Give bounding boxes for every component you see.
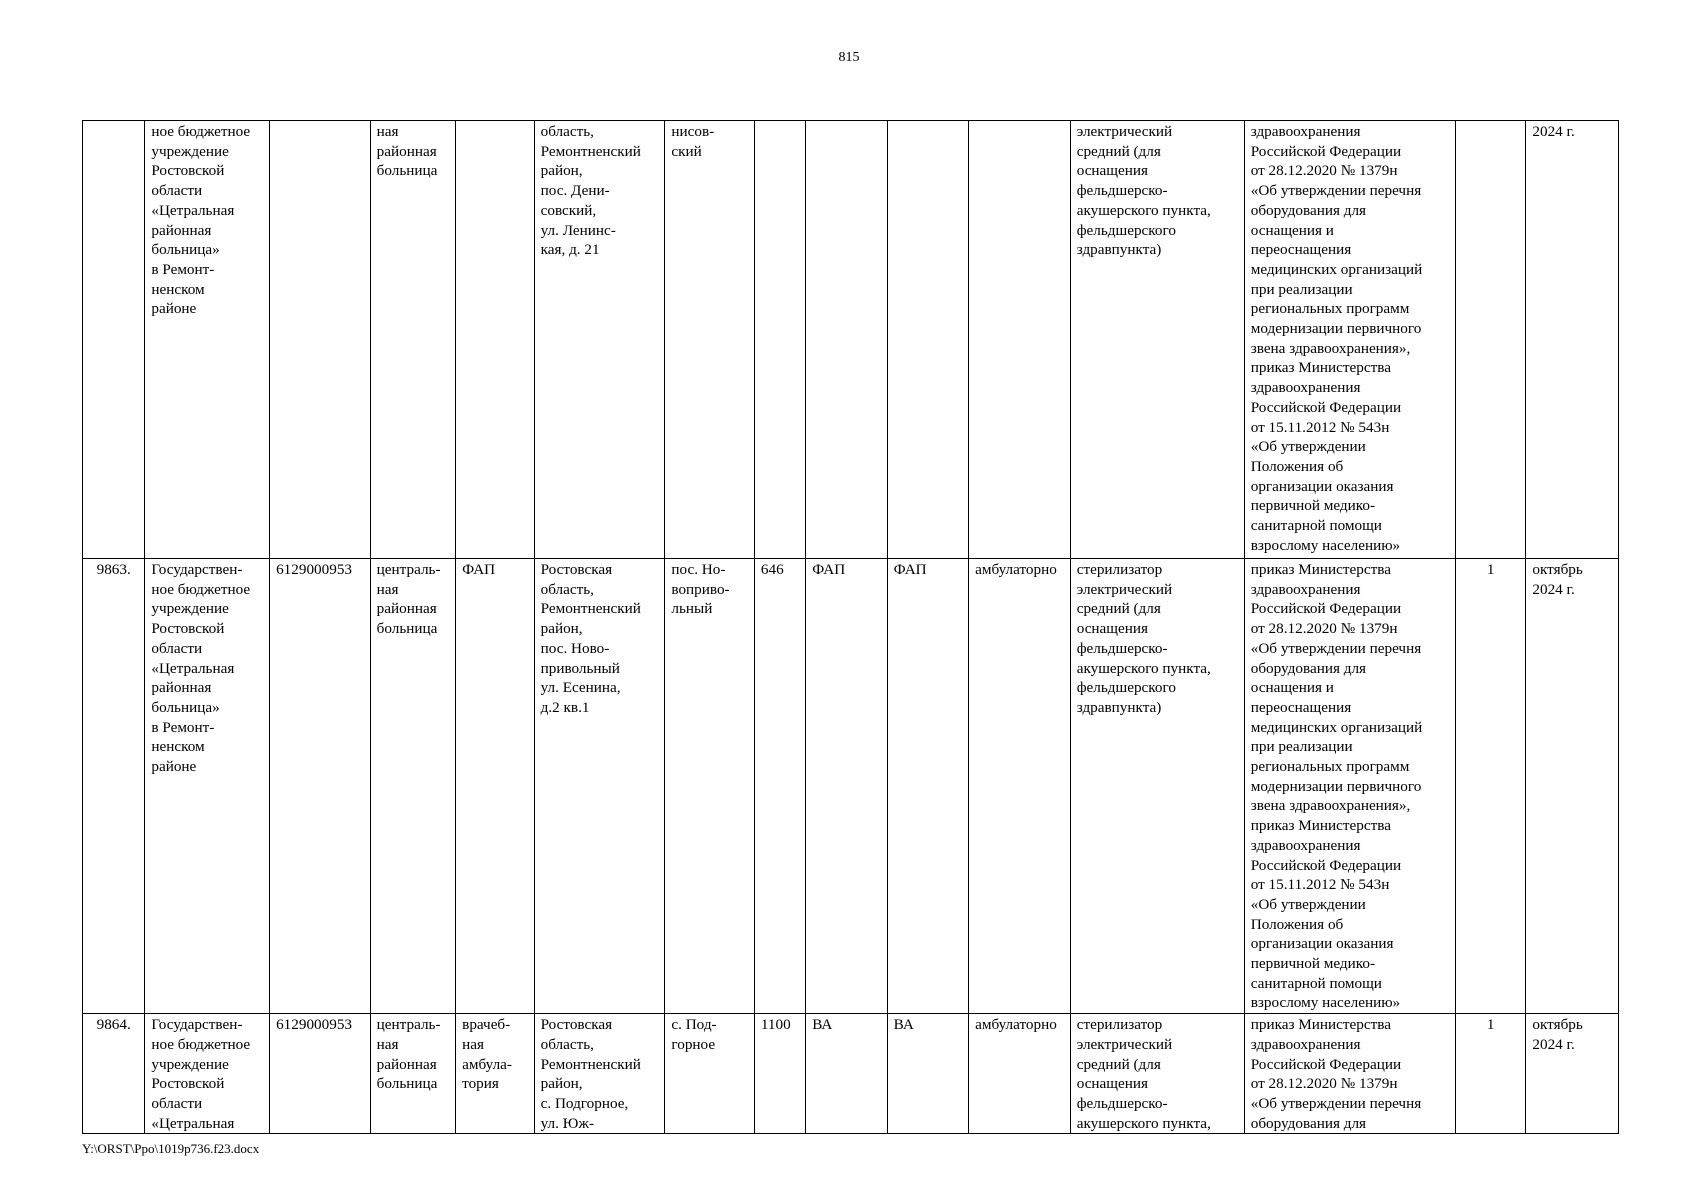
- equipment-cell: стерилизатор электрический средний (для оснащения фельдшерско- акушерского пункта,: [1070, 1014, 1244, 1134]
- row-number-cell: [83, 121, 145, 559]
- organization-cell: Государствен- ное бюджетное учреждение Ростовской области «Цетральная районная больница» в Ремонт- ненском районе: [145, 559, 270, 1014]
- care-form-cell: [969, 121, 1071, 559]
- page-number: 815: [838, 50, 860, 65]
- quantity-cell: 1: [1455, 1014, 1525, 1134]
- settlement-cell: с. Под- горное: [665, 1014, 755, 1134]
- unit-cell: [456, 121, 534, 559]
- population-cell: 1100: [754, 1014, 805, 1134]
- population-cell: 646: [754, 559, 805, 1014]
- equipment-cell: электрический средний (для оснащения фельдшерско- акушерского пункта, фельдшерского здравпункта): [1070, 121, 1244, 559]
- quantity-cell: 1: [1455, 559, 1525, 1014]
- settlement-cell: пос. Но- воприво- льный: [665, 559, 755, 1014]
- address-cell: область, Ремонтненский район, пос. Дени- совский, ул. Ленинс- кая, д. 21: [534, 121, 665, 559]
- row-number-cell: 9864.: [83, 1014, 145, 1134]
- address-cell: Ростовская область, Ремонтненский район, пос. Ново- привольный ул. Есенина, д.2 кв.1: [534, 559, 665, 1014]
- legal-basis-cell: здравоохранения Российской Федерации от 28.12.2020 № 1379н «Об утверждении перечня оборудования для оснащения и переоснащения медицинских организаций при реализации региональных программ модернизации первичного звена здравоохранения», приказ Министерства здравоохранения Российской Федерации от 15.11.2012 № 543н «Об утверждении Положения об организации оказания первичной медико- санитарной помощи взрослому населению»: [1244, 121, 1455, 559]
- inn-cell: [270, 121, 371, 559]
- inn-cell: 6129000953: [270, 559, 371, 1014]
- equipment-cell: стерилизатор электрический средний (для оснащения фельдшерско- акушерского пункта, фельдшерского здравпункта): [1070, 559, 1244, 1014]
- inn-cell: 6129000953: [270, 1014, 371, 1134]
- equipment-table: [82, 120, 1619, 1134]
- quantity-cell: [1455, 121, 1525, 559]
- settlement-cell: нисов- ский: [665, 121, 755, 559]
- unit-cell: ФАП: [456, 559, 534, 1014]
- organization-cell: Государствен- ное бюджетное учреждение Ростовской области «Цетральная: [145, 1014, 270, 1134]
- footer-file-path: Y:\ORST\Ppo\1019p736.f23.docx: [82, 1141, 260, 1156]
- organization-type-cell: централь- ная районная больница: [370, 559, 456, 1014]
- date-cell: октябрь 2024 г.: [1526, 1014, 1619, 1134]
- unit-abbr-2-cell: ФАП: [887, 559, 968, 1014]
- unit-abbr-cell: ФАП: [806, 559, 887, 1014]
- row-number-cell: 9863.: [83, 559, 145, 1014]
- care-form-cell: амбулаторно: [969, 1014, 1071, 1134]
- unit-abbr-cell: [806, 121, 887, 559]
- organization-type-cell: централь- ная районная больница: [370, 1014, 456, 1134]
- population-cell: [754, 121, 805, 559]
- unit-abbr-2-cell: ВА: [887, 1014, 968, 1134]
- date-cell: 2024 г.: [1526, 121, 1619, 559]
- table-row: [83, 121, 1619, 559]
- organization-cell: ное бюджетное учреждение Ростовской области «Цетральная районная больница» в Ремонт- ненском районе: [145, 121, 270, 559]
- table-row: [83, 559, 1619, 1014]
- legal-basis-cell: приказ Министерства здравоохранения Российской Федерации от 28.12.2020 № 1379н «Об утверждении перечня оборудования для оснащения и переоснащения медицинских организаций при реализации региональных программ модернизации первичного звена здравоохранения», приказ Министерства здравоохранения Российской Федерации от 15.11.2012 № 543н «Об утверждении Положения об организации оказания первичной медико- санитарной помощи взрослому населению»: [1244, 559, 1455, 1014]
- table-row: [83, 1014, 1619, 1134]
- unit-cell: врачеб- ная амбула- тория: [456, 1014, 534, 1134]
- table-body: [83, 121, 1619, 1134]
- organization-type-cell: ная районная больница: [370, 121, 456, 559]
- legal-basis-cell: приказ Министерства здравоохранения Российской Федерации от 28.12.2020 № 1379н «Об утверждении перечня оборудования для: [1244, 1014, 1455, 1134]
- care-form-cell: амбулаторно: [969, 559, 1071, 1014]
- unit-abbr-cell: ВА: [806, 1014, 887, 1134]
- date-cell: октябрь 2024 г.: [1526, 559, 1619, 1014]
- unit-abbr-2-cell: [887, 121, 968, 559]
- address-cell: Ростовская область, Ремонтненский район, с. Подгорное, ул. Юж-: [534, 1014, 665, 1134]
